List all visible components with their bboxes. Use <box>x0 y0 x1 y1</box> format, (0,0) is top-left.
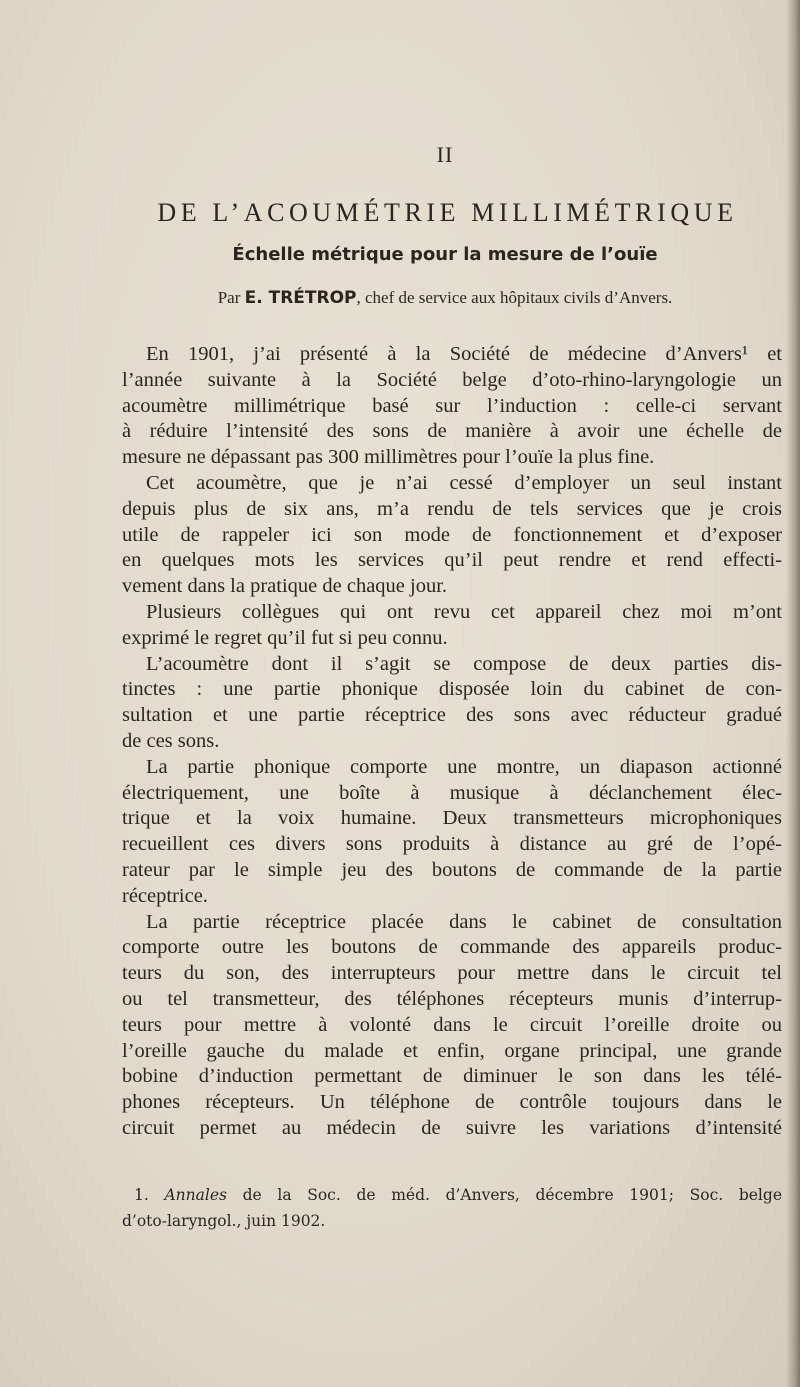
body-line: L’acoumètre dont il s’agit se compose de deux parties dis- <box>146 652 782 675</box>
body-line: Cet acoumètre, que je n’ai cessé d’employer un seul instant <box>146 472 782 494</box>
body-line: Plusieurs collègues qui ont revu cet appareil chez moi m’ont <box>146 601 782 623</box>
footnote-journal: Annales <box>164 1186 227 1204</box>
body-line: l’oreille gauche du malade et enfin, organe principal, une grande <box>122 1039 782 1062</box>
author-name: E. TRÉTROP <box>244 288 357 308</box>
body-line: utile de rappeler ici son mode de fonctionnement et d’exposer <box>122 523 782 546</box>
body-line: à réduire l’intensité des sons de manière à avoir une échelle de <box>122 420 782 443</box>
body-line: bobine d’induction permettant de diminuer le son dans les télé- <box>122 1065 782 1088</box>
article-title: DE L’ACOUMÉTRIE MILLIMÉTRIQUE <box>157 198 738 227</box>
body-line: ou tel transmetteur, des téléphones récepteurs munis d’interrup- <box>122 988 782 1010</box>
body-line: recueillent ces divers sons produits à distance au gré de l’opé- <box>122 833 782 856</box>
byline <box>0 288 800 308</box>
body-line: en quelques mots les services qu’il peut rendre et rend effecti- <box>122 549 782 572</box>
body-line: électriquement, une boîte à musique à déclanchement élec- <box>122 781 782 804</box>
body-line: circuit permet au médecin de suivre les variations d’intensité <box>122 1117 782 1139</box>
byline-prefix: Par <box>217 288 241 307</box>
body-line: tinctes : une partie phonique disposée loin du cabinet de con- <box>122 678 782 701</box>
footnote-line-1 <box>134 1182 782 1208</box>
footnote-line-2: d’oto-laryngol., juin 1902. <box>122 1212 326 1230</box>
article-subtitle: Échelle métrique pour la mesure de l’ouïe <box>232 244 658 265</box>
author-affiliation: , chef de service aux hôpitaux civils d’Anvers. <box>356 288 673 307</box>
body-line: exprimé le regret qu’il fut si peu connu. <box>122 626 448 649</box>
body-line: réceptrice. <box>122 884 208 907</box>
body-line: sultation et une partie réceptrice des sons avec réducteur gradué <box>122 704 782 727</box>
section-number: II <box>436 142 454 167</box>
body-line: acoumètre millimétrique basé sur l’induction : celle-ci servant <box>122 394 782 417</box>
body-line: mesure ne dépassant pas 300 millimètres pour l’ouïe la plus fine. <box>122 446 655 469</box>
body-line: de ces sons. <box>122 730 220 752</box>
body-line: rateur par le simple jeu des boutons de commande de la partie <box>122 859 782 881</box>
body-line: teurs pour mettre à volonté dans le circuit l’oreille droite ou <box>122 1013 782 1036</box>
footnote-line1-rest: de la Soc. de méd. d’Anvers, décembre 1901; Soc. belge <box>226 1186 782 1204</box>
body-line: phones récepteurs. Un téléphone de contrôle toujours dans le <box>122 1091 782 1114</box>
body-line: l’année suivante à la Société belge d’oto-rhino-laryngologie un <box>122 368 782 391</box>
footnote-number: 1. <box>134 1186 149 1204</box>
body-line: La partie phonique comporte une montre, un diapason actionné <box>146 755 782 778</box>
body-line: La partie réceptrice placée dans le cabinet de consultation <box>146 910 782 933</box>
body-line: En 1901, j’ai présenté à la Société de médecine d’Anvers¹ et <box>146 343 782 365</box>
body-line: depuis plus de six ans, m’a rendu de tels services que je crois <box>122 497 782 520</box>
body-line: comporte outre les boutons de commande des appareils produc- <box>122 936 782 959</box>
body-line: vement dans la pratique de chaque jour. <box>122 575 448 598</box>
body-line: trique et la voix humaine. Deux transmetteurs microphoniques <box>122 807 782 830</box>
body-line: teurs du son, des interrupteurs pour mettre dans le circuit tel <box>122 962 782 985</box>
